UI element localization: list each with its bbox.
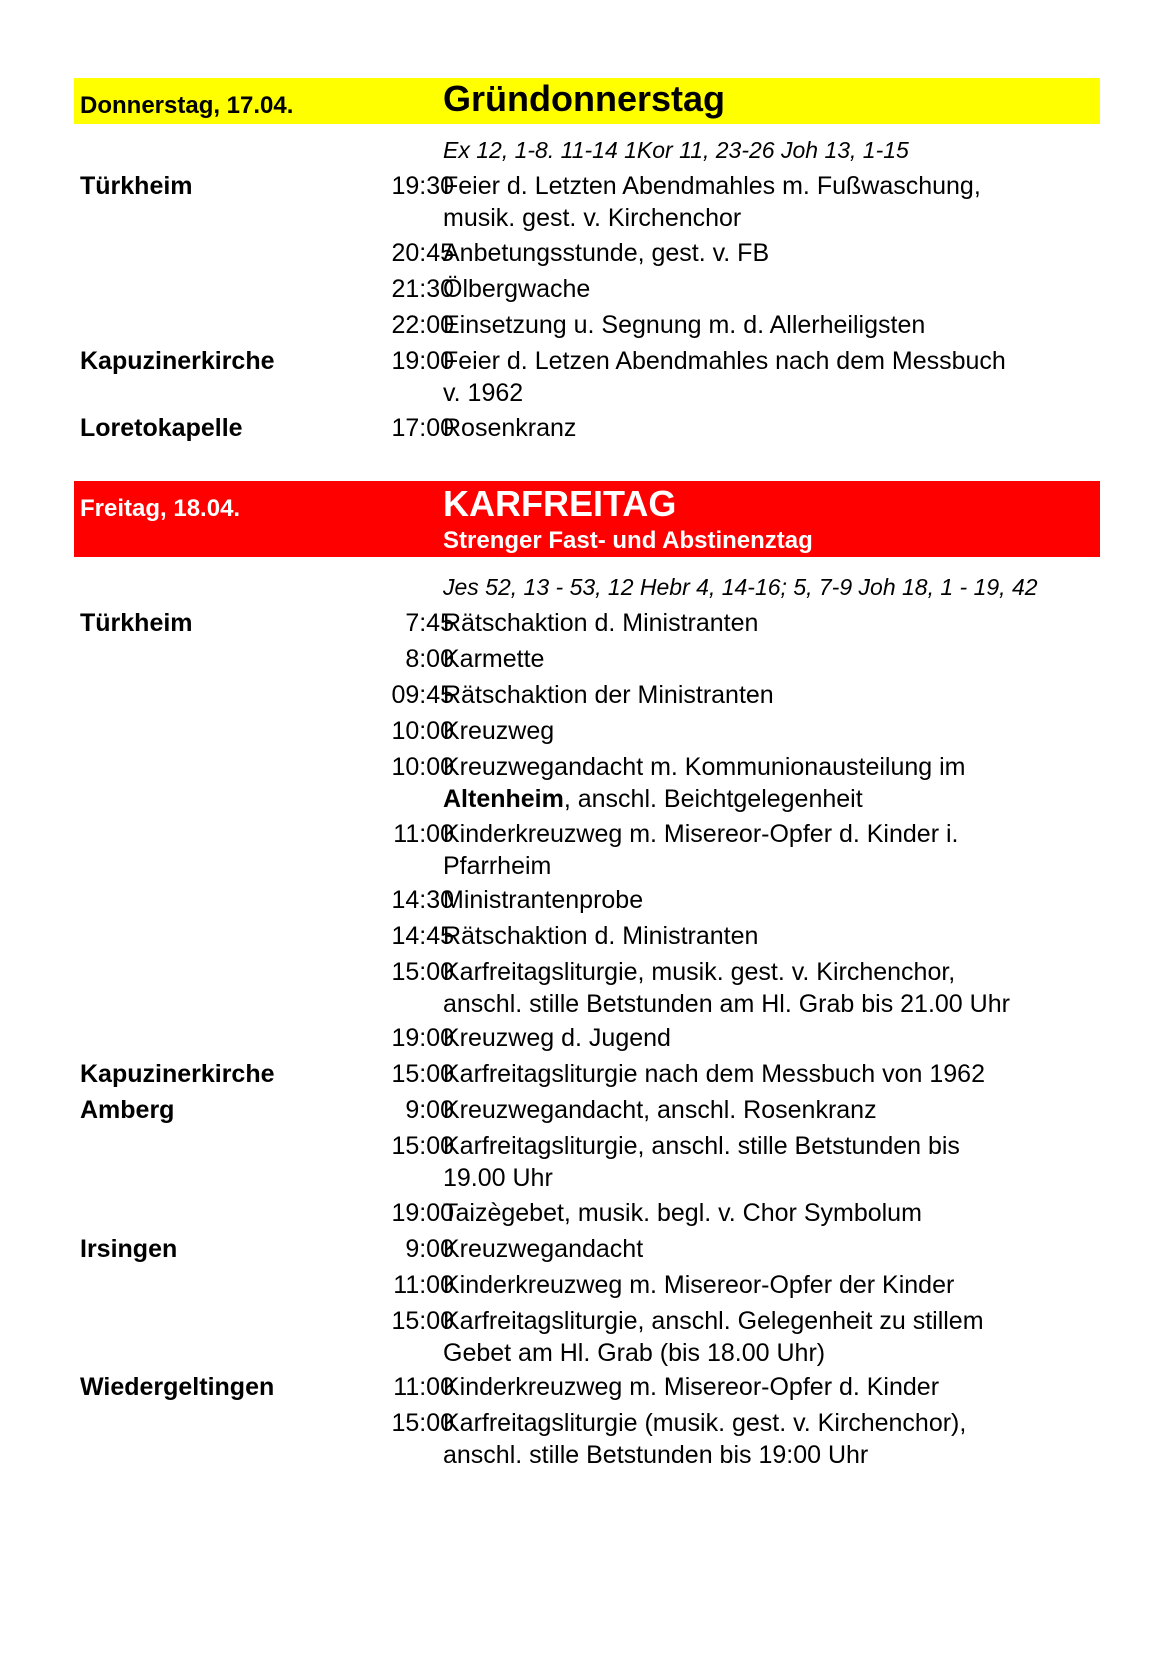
event-description: Kinderkreuzweg m. Misereor-Opfer d. Kinder	[443, 1373, 940, 1401]
event-description: Karfreitagsliturgie, anschl. Gelegenheit zu stillem Gebet am Hl. Grab (bis 18.00 Uhr)	[443, 1307, 984, 1367]
day-label: Donnerstag, 17.04.	[80, 92, 294, 119]
time-label: 11:00	[393, 820, 454, 848]
time-label: 14:45	[391, 922, 454, 950]
section-karfreitag	[74, 481, 1100, 1469]
feast-subtitle: Strenger Fast- und Abstinenztag	[443, 527, 813, 554]
place-label: Türkheim	[80, 609, 193, 637]
time-label: 15:00	[391, 1307, 454, 1335]
event-description: Karmette	[443, 645, 545, 673]
time-label: 8:00	[405, 645, 454, 673]
time-label: 7:45	[405, 609, 454, 637]
banner-karfreitag	[74, 481, 1100, 557]
event-description: Ministrantenprobe	[443, 886, 644, 914]
event-description: Einsetzung u. Segnung m. d. Allerheiligsten	[443, 311, 926, 339]
section-gruendonnerstag	[74, 78, 1100, 442]
place-label: Kapuzinerkirche	[80, 1060, 275, 1088]
event-description: Feier d. Letzen Abendmahles nach dem Messbuch v. 1962	[443, 347, 1006, 407]
time-label: 11:00	[393, 1271, 454, 1299]
event-description: Kreuzwegandacht	[443, 1235, 644, 1263]
feast-title: KARFREITAG	[443, 483, 677, 524]
feast-title: Gründonnerstag	[443, 78, 726, 119]
time-label: 19:00	[391, 347, 454, 375]
place-label: Irsingen	[80, 1235, 178, 1263]
banner-gruendonnerstag	[74, 78, 1100, 124]
time-label: 10:00	[391, 717, 454, 745]
time-label: 19:30	[391, 172, 454, 200]
event-description: Kreuzweg	[443, 717, 555, 745]
location-highlight: Altenheim	[443, 785, 564, 813]
event-description: Kreuzwegandacht m. Kommunionausteilung im Altenheim, anschl. Beichtgelegenheit	[443, 753, 966, 813]
time-label: 15:00	[391, 1409, 454, 1437]
event-description: Kreuzweg d. Jugend	[443, 1024, 671, 1052]
place-label: Wiedergeltingen	[80, 1373, 275, 1401]
event-description: Rosenkranz	[443, 414, 577, 442]
readings: Jes 52, 13 - 53, 12 Hebr 4, 14-16; 5, 7-9 Joh 18, 1 - 19, 42	[443, 574, 1038, 600]
place-label: Amberg	[80, 1096, 175, 1124]
event-description: Karfreitagsliturgie (musik. gest. v. Kirchenchor), anschl. stille Betstunden bis 19:00 Uhr	[443, 1409, 967, 1469]
event-description: Karfreitagsliturgie nach dem Messbuch von 1962	[443, 1060, 985, 1088]
time-label: 09:45	[391, 681, 454, 709]
time-label: 19:00	[391, 1024, 454, 1052]
time-label: 14:30	[391, 886, 454, 914]
place-label: Türkheim	[80, 172, 193, 200]
time-label: 15:00	[391, 958, 454, 986]
event-description: Anbetungsstunde, gest. v. FB	[443, 239, 770, 267]
event-description: Ölbergwache	[443, 275, 591, 303]
event-description: Taizègebet, musik. begl. v. Chor Symbolum	[443, 1199, 922, 1227]
event-description: Rätschaktion d. Ministranten	[443, 922, 759, 950]
time-label: 20:45	[391, 239, 454, 267]
day-label: Freitag, 18.04.	[80, 495, 241, 522]
event-description: Rätschaktion d. Ministranten	[443, 609, 759, 637]
time-label: 9:00	[405, 1096, 454, 1124]
event-description: Feier d. Letzten Abendmahles m. Fußwaschung, musik. gest. v. Kirchenchor	[443, 172, 981, 232]
event-description: Kinderkreuzweg m. Misereor-Opfer der Kinder	[443, 1271, 955, 1299]
readings: Ex 12, 1-8. 11-14 1Kor 11, 23-26 Joh 13, 1-15	[443, 137, 909, 163]
time-label: 10:00	[391, 753, 454, 781]
time-label: 22:00	[391, 311, 454, 339]
time-label: 11:00	[393, 1373, 454, 1401]
event-description: Karfreitagsliturgie, anschl. stille Betstunden bis 19.00 Uhr	[443, 1132, 960, 1192]
time-label: 15:00	[391, 1132, 454, 1160]
time-label: 19:00	[391, 1199, 454, 1227]
event-description: Karfreitagsliturgie, musik. gest. v. Kirchenchor, anschl. stille Betstunden am Hl. Grab bis 21.00 Uhr	[443, 958, 1010, 1018]
time-label: 21:30	[391, 275, 454, 303]
time-label: 15:00	[391, 1060, 454, 1088]
event-description: Kinderkreuzweg m. Misereor-Opfer d. Kinder i. Pfarrheim	[443, 820, 959, 880]
time-label: 17:00	[391, 414, 454, 442]
event-description: Rätschaktion der Ministranten	[443, 681, 774, 709]
place-label: Loretokapelle	[80, 414, 243, 442]
event-description: Kreuzwegandacht, anschl. Rosenkranz	[443, 1096, 877, 1124]
time-label: 9:00	[405, 1235, 454, 1263]
place-label: Kapuzinerkirche	[80, 347, 275, 375]
